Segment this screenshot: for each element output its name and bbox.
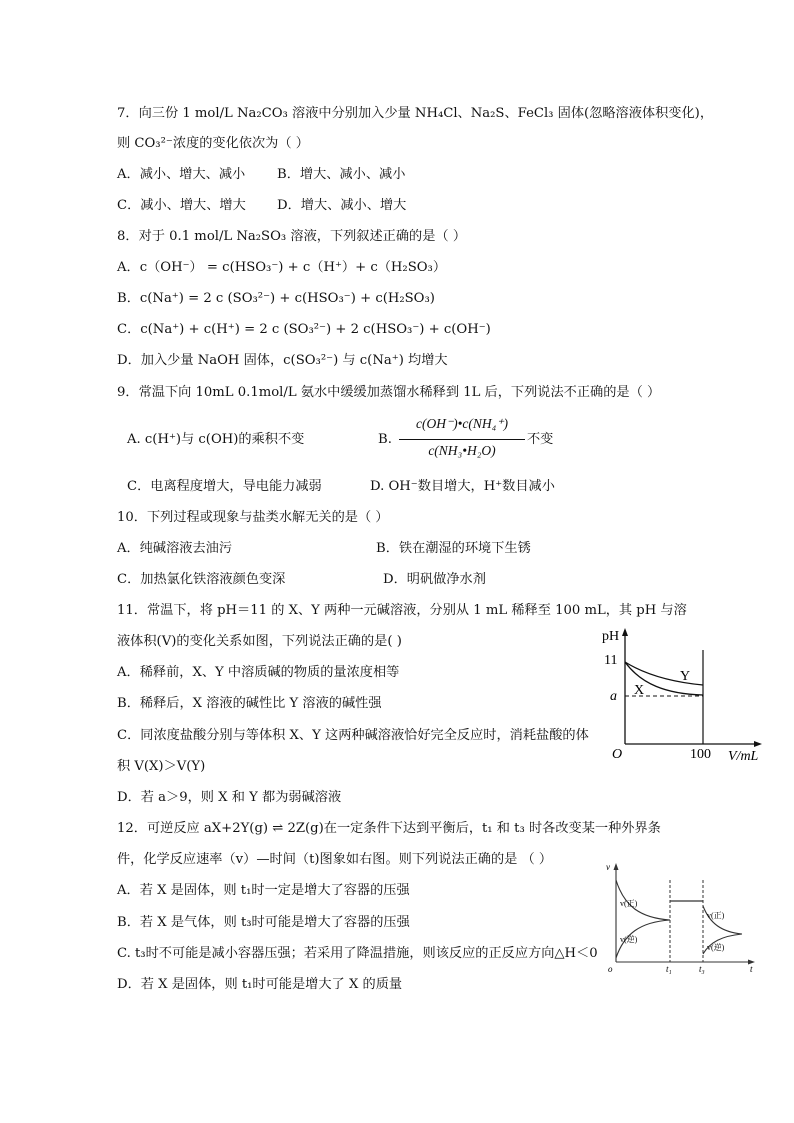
q11-tick-a: a [610,689,617,704]
q12-rate-time-graph [604,858,764,976]
q7-stem-line1: 7．向三份 1 mol/L Na₂CO₃ 溶液中分别加入少量 NH₄Cl、Na₂S、FeCl₃ 固体(忽略溶液体积变化)， [117,106,714,121]
q8-option-d: D．加入少量 NaOH 固体，c(SO₃²⁻) 与 c(Na⁺) 均增大 [117,353,448,368]
q12-t-label: t [750,964,753,974]
q11-option-c-line2: 积 V(X)＞V(Y) [117,759,206,774]
q11-curve-y [625,662,703,685]
q11-option-d: D．若 a＞9，则 X 和 Y 都为弱碱溶液 [117,790,342,805]
q10-stem: 10．下列过程或现象与盐类水解无关的是（ ） [117,510,389,525]
q12-option-c: C. t₃时不可能是减小容器压强；若采用了降温措施，则该反应的正反应方向△H＜0 [117,946,598,961]
q11-label-y: Y [680,669,691,684]
q8-option-c: C．c(Na⁺) + c(H⁺) = 2 c (SO₃²⁻) + 2 c(HSO₃⁻) + c(OH⁻) [117,322,491,337]
q11-stem-line2: 液体积(V)的变化关系如图，下列说法正确的是( ) [117,634,402,649]
q11-option-a: A．稀释前，X、Y 中溶质碱的物质的量浓度相等 [117,665,400,680]
q9-option-a: A. c(H⁺)与 c(OH)的乘积不变 [127,432,305,447]
q7-option-a: A．减小、增大、减小 [117,167,246,182]
q9-option-c: C．电离程度增大，导电能力减弱 [127,479,322,494]
q9-option-b-denominator: c(NH₃•H₂O) [428,443,496,458]
q11-origin: O [612,747,623,762]
q11-tick-100: 100 [690,747,711,762]
q8-option-b: B．c(Na⁺) = 2 c (SO₃²⁻) + c(HSO₃⁻) + c(H₂SO₃) [117,291,435,306]
q8-option-a: A．c（OH⁻） = c(HSO₃⁻) + c（H⁺）+ c（H₂SO₃） [117,260,447,275]
q11-stem-line1: 11．常温下，将 pH＝11 的 X、Y 两种一元碱溶液，分别从 1 mL 稀释至 100 mL，其 pH 与溶 [117,603,687,618]
q7-option-b: B．增大、减小、减小 [277,167,406,182]
q12-t3-label: t₃ [699,964,705,974]
q11-label-x: X [634,683,645,698]
q11-y-label: pH [602,629,620,644]
q9-option-d: D. OH⁻数目增大，H⁺数目减小 [370,479,555,494]
q9-option-b-suffix: 不变 [527,432,554,447]
q11-x-axis-arrow [754,741,762,747]
q8-stem: 8．对于 0.1 mol/L Na₂SO₃ 溶液，下列叙述正确的是（ ） [117,229,467,244]
q10-option-d: D．明矾做净水剂 [383,572,486,587]
q7-option-d: D．增大、减小、增大 [277,198,407,213]
q11-ph-volume-graph [596,622,776,772]
q12-option-d: D．若 X 是固体，则 t₁时可能是增大了 X 的质量 [117,977,403,992]
q11-tick-11: 11 [604,653,618,668]
q12-option-b: B．若 X 是气体，则 t₃时可能是增大了容器的压强 [117,915,410,930]
q12-y-label: v [606,862,610,872]
q12-label-v-rev-2: v(逆) [707,943,725,952]
q12-stem-line2: 件，化学反应速率（v）—时间（t)图象如右图。则下列说法正确的是 （ ） [117,852,553,867]
q10-option-b: B．铁在潮湿的环境下生锈 [376,541,531,556]
q9-option-b-numerator: c(OH⁻)•c(NH₄⁺) [416,416,508,431]
q9-stem: 9．常温下向 10mL 0.1mol/L 氨水中缓缓加蒸馏水稀释到 1L 后，下列说法不正确的是（ ） [117,385,661,400]
q12-option-a: A．若 X 是固体，则 t₁时一定是增大了容器的压强 [117,883,410,898]
q10-option-c: C．加热氯化铁溶液颜色变深 [117,572,286,587]
q11-x-label: V/mL [728,749,759,764]
q9-fraction-bar [399,439,525,440]
q12-stem-line1: 12．可逆反应 aX+2Y(g) ⇌ 2Z(g)在一定条件下达到平衡后，t₁ 和 t₃ 时各改变某一种外界条 [117,821,661,836]
q10-option-a: A．纯碱溶液去油污 [117,541,233,556]
q12-label-v-fwd-2: v(正) [707,911,725,920]
q7-stem-line2: 则 CO₃²⁻浓度的变化依次为（ ） [117,136,309,151]
q7-option-c: C．减小、增大、增大 [117,198,246,213]
q12-label-v-fwd-1: v(正) [620,899,638,908]
q12-label-v-rev-1: v(逆) [620,935,638,944]
q12-y-axis-arrow [614,863,619,870]
q12-origin: o [608,964,613,974]
q12-t1-label: t₁ [666,964,672,974]
q11-y-axis-arrow [622,628,628,636]
q9-option-b-prefix: B. [378,432,392,447]
q11-option-b: B．稀释后，X 溶液的碱性比 Y 溶液的碱性强 [117,696,382,711]
q11-option-c-line1: C．同浓度盐酸分别与等体积 X、Y 这两种碱溶液恰好完全反应时，消耗盐酸的体 [117,728,589,743]
